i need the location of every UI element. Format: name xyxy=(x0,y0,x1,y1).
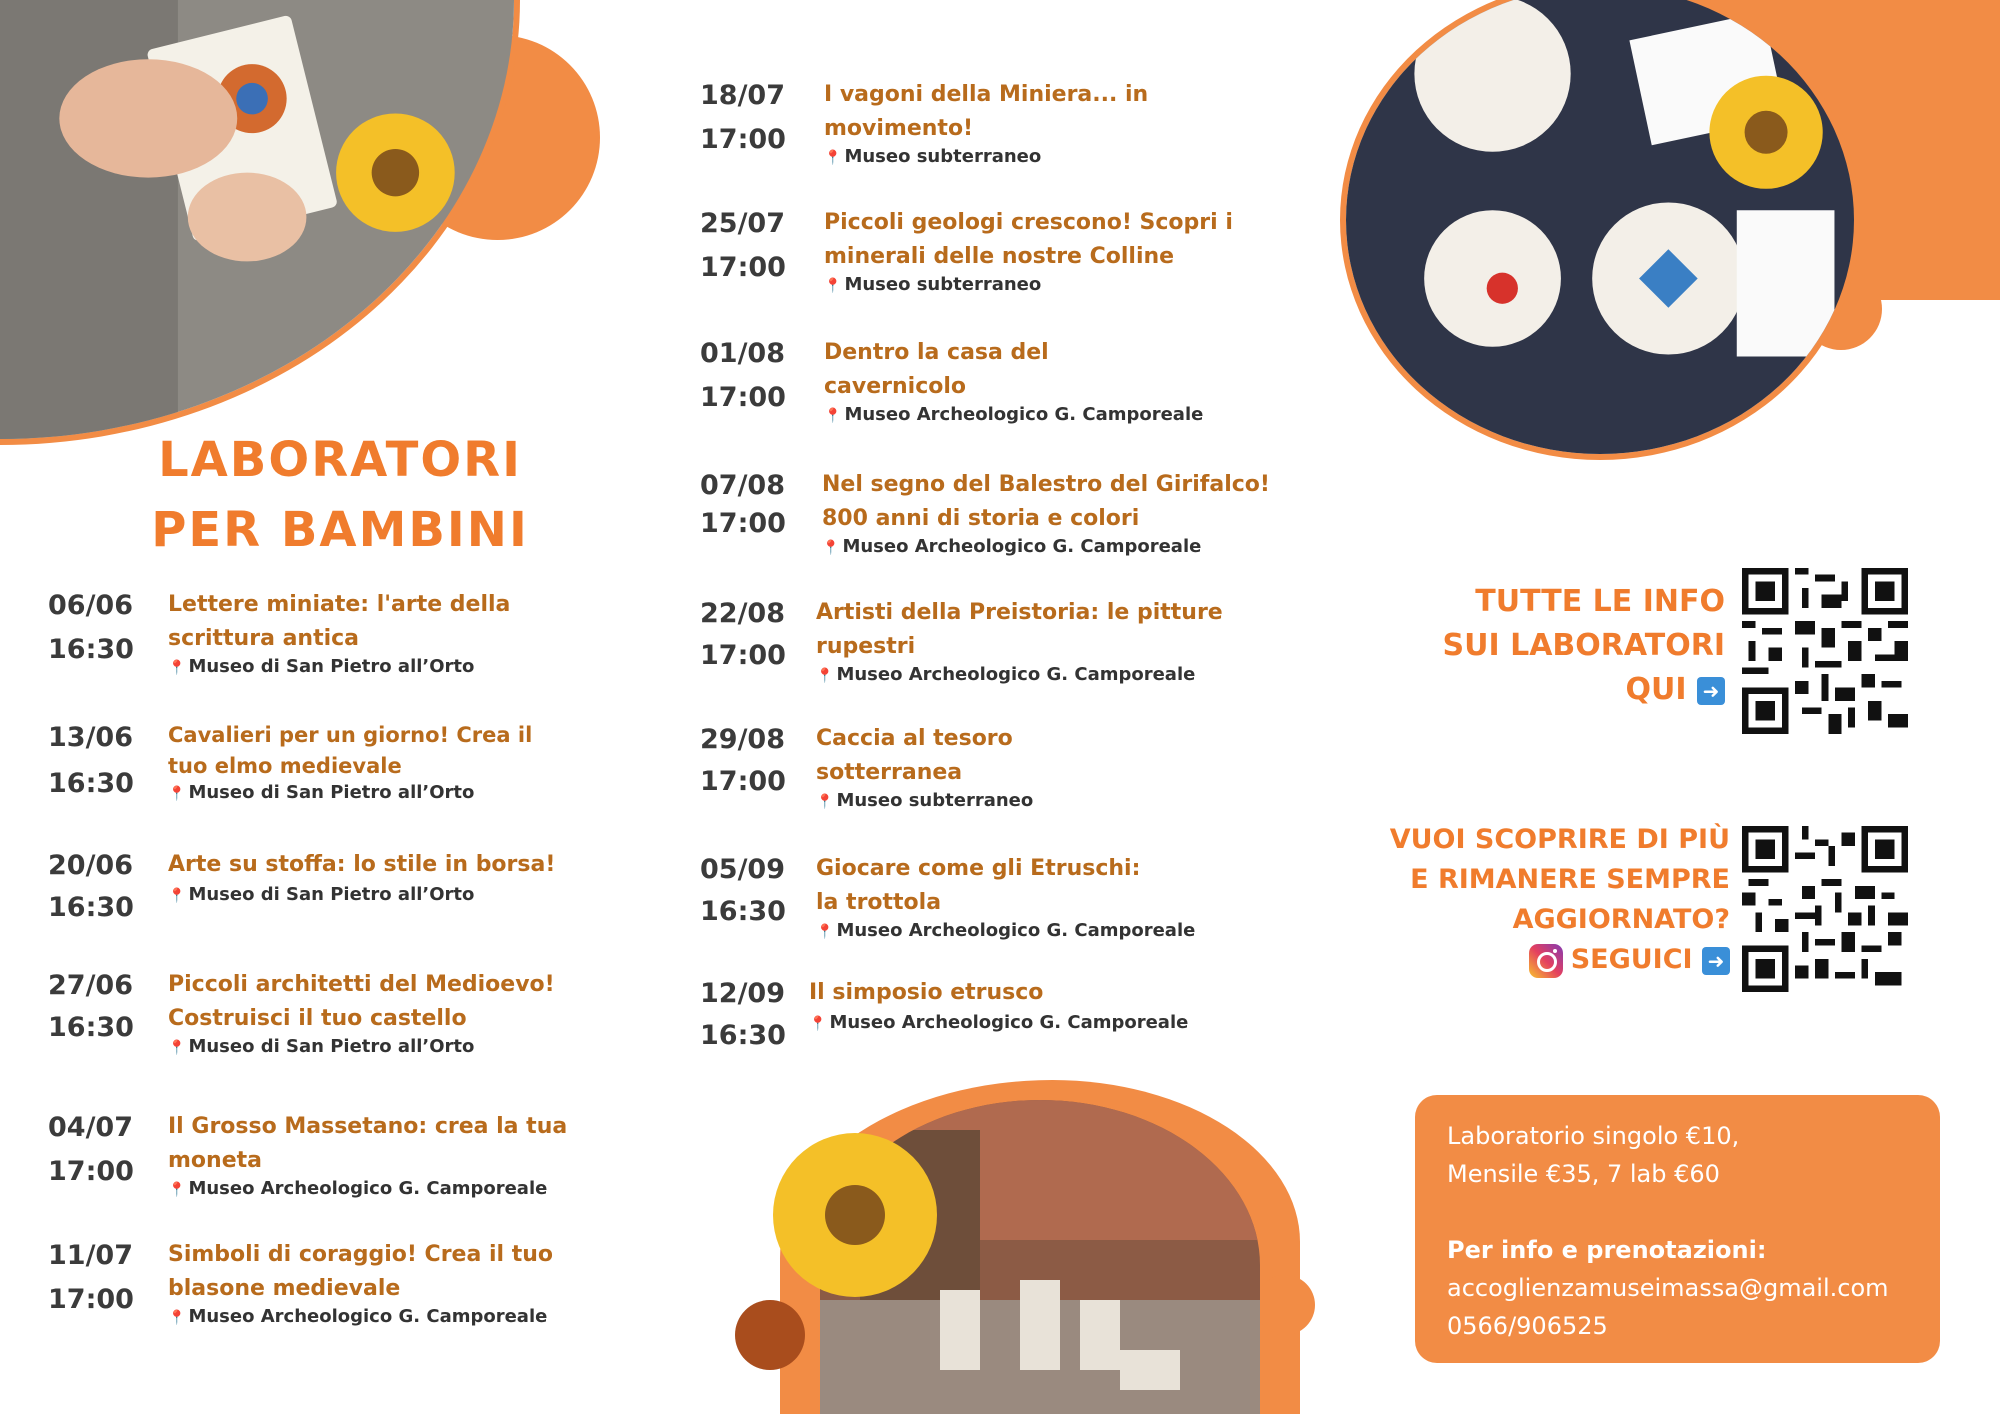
event-time: 17:00 xyxy=(700,252,786,283)
event-date: 29/08 xyxy=(700,724,786,755)
event-date: 25/07 xyxy=(700,208,786,239)
title-line-1: LABORATORI xyxy=(158,432,522,488)
event-date: 06/06 xyxy=(48,590,134,621)
event-title: I vagoni della Miniera... in movimento! xyxy=(824,82,1149,141)
event-date: 07/08 xyxy=(700,470,786,501)
event-time: 16:30 xyxy=(48,892,134,923)
event-title: Il Grosso Massetano: crea la tua moneta xyxy=(168,1114,568,1173)
event-item xyxy=(700,722,1280,822)
contact-phone[interactable]: 0566/906525 xyxy=(1447,1312,1608,1340)
event-date: 05/09 xyxy=(700,854,786,885)
pin-icon: 📍 xyxy=(824,408,842,424)
contact-label: Per info e prenotazioni: xyxy=(1447,1236,1767,1264)
price-line-2: Mensile €35, 7 lab €60 xyxy=(1447,1160,1720,1188)
event-title: Piccoli architetti del Medioevo! Costruisci il tuo castello xyxy=(168,972,555,1031)
event-item xyxy=(48,968,568,1068)
event-date: 18/07 xyxy=(700,80,786,111)
event-title: Cavalieri per un giorno! Crea il tuo elmo medievale xyxy=(168,723,533,778)
arrow-right-icon: ➜ xyxy=(1702,947,1730,975)
event-time: 16:30 xyxy=(700,1020,786,1051)
follow-qr-line-4: SEGUICI ➜ xyxy=(1360,940,1730,980)
event-item xyxy=(700,206,1280,306)
event-time: 17:00 xyxy=(48,1284,134,1315)
event-item xyxy=(700,852,1280,952)
event-time: 17:00 xyxy=(700,640,786,671)
event-location: 📍 Museo di San Pietro all’Orto xyxy=(168,782,475,803)
event-item xyxy=(700,468,1280,568)
pin-icon: 📍 xyxy=(168,1310,186,1326)
event-title: Simboli di coraggio! Crea il tuo blasone medievale xyxy=(168,1242,554,1301)
event-item xyxy=(48,848,568,928)
event-location: 📍 Museo di San Pietro all’Orto xyxy=(168,1036,475,1057)
pin-icon: 📍 xyxy=(824,278,842,294)
info-qr-text xyxy=(1380,580,1725,712)
decor-blob-bottom-right xyxy=(1255,1275,1315,1335)
instagram-icon[interactable] xyxy=(1529,944,1563,978)
event-location: 📍 Museo subterraneo xyxy=(824,146,1042,167)
price-line-1: Laboratorio singolo €10, xyxy=(1447,1122,1740,1150)
event-time: 17:00 xyxy=(700,508,786,539)
photo-children-miniature xyxy=(0,0,520,445)
event-item xyxy=(700,336,1280,436)
follow-qr-text xyxy=(1360,820,1730,980)
pin-icon: 📍 xyxy=(168,1040,186,1056)
pin-icon: 📍 xyxy=(822,540,840,556)
event-location: 📍 Museo Archeologico G. Camporeale xyxy=(816,920,1196,941)
event-location: 📍 Museo Archeologico G. Camporeale xyxy=(822,536,1202,557)
event-date: 22/08 xyxy=(700,598,786,629)
event-location: 📍 Museo Archeologico G. Camporeale xyxy=(816,664,1196,685)
event-location: 📍 Museo Archeologico G. Camporeale xyxy=(168,1306,548,1327)
qr-code-info[interactable] xyxy=(1742,568,1908,734)
follow-qr-line-3: AGGIORNATO? xyxy=(1512,904,1730,935)
pin-icon: 📍 xyxy=(816,924,834,940)
pin-icon: 📍 xyxy=(816,794,834,810)
follow-qr-line-1: VUOI SCOPRIRE DI PIÙ xyxy=(1389,824,1730,855)
decor-blob-bottom-dark xyxy=(735,1300,805,1370)
follow-qr-line-2: E RIMANERE SEMPRE xyxy=(1410,864,1730,895)
event-item xyxy=(700,976,1280,1066)
event-location: 📍 Museo Archeologico G. Camporeale xyxy=(824,404,1204,425)
event-title: Caccia al tesoro sotterranea xyxy=(816,726,1013,785)
pin-icon: 📍 xyxy=(168,786,186,802)
event-title: Nel segno del Balestro del Girifalco! 800 anni di storia e colori xyxy=(822,472,1270,531)
event-title: Artisti della Preistoria: le pitture rupestri xyxy=(816,600,1223,659)
pin-icon: 📍 xyxy=(168,660,186,676)
contact-email[interactable]: accoglienzamuseimassa@gmail.com xyxy=(1447,1274,1889,1302)
event-time: 16:30 xyxy=(48,634,134,665)
event-item xyxy=(700,78,1280,178)
event-location: 📍 Museo di San Pietro all’Orto xyxy=(168,884,475,905)
event-date: 01/08 xyxy=(700,338,786,369)
main-title xyxy=(120,425,560,565)
event-location: 📍 Museo subterraneo xyxy=(824,274,1042,295)
event-title: Lettere miniate: l'arte della scrittura antica xyxy=(168,592,511,651)
pin-icon: 📍 xyxy=(168,1182,186,1198)
event-location: 📍 Museo Archeologico G. Camporeale xyxy=(809,1012,1189,1033)
pin-icon: 📍 xyxy=(824,150,842,166)
event-time: 17:00 xyxy=(700,382,786,413)
event-location: 📍 Museo subterraneo xyxy=(816,790,1034,811)
event-time: 16:30 xyxy=(48,768,134,799)
sunflower-bottom xyxy=(770,1130,940,1300)
event-time: 17:00 xyxy=(48,1156,134,1187)
qr-code-instagram[interactable] xyxy=(1742,826,1908,992)
event-date: 12/09 xyxy=(700,978,786,1009)
event-location: 📍 Museo di San Pietro all’Orto xyxy=(168,656,475,677)
event-time: 17:00 xyxy=(700,766,786,797)
photo-painted-plates xyxy=(1340,0,1860,460)
price-info-box xyxy=(1415,1095,1940,1363)
event-time: 16:30 xyxy=(700,896,786,927)
event-title: Dentro la casa del cavernicolo xyxy=(824,340,1049,399)
info-qr-line-1: TUTTE LE INFO xyxy=(1475,584,1725,619)
info-qr-line-2: SUI LABORATORI xyxy=(1442,628,1725,663)
event-title: Piccoli geologi crescono! Scopri i minerali delle nostre Colline xyxy=(824,210,1233,269)
event-item xyxy=(48,1238,568,1338)
info-qr-line-3: QUI ➜ xyxy=(1380,668,1725,712)
event-title: Giocare come gli Etruschi: la trottola xyxy=(816,856,1141,915)
event-date: 04/07 xyxy=(48,1112,134,1143)
event-item xyxy=(700,596,1280,696)
event-title: Arte su stoffa: lo stile in borsa! xyxy=(168,852,556,877)
event-date: 13/06 xyxy=(48,722,134,753)
pin-icon: 📍 xyxy=(809,1016,827,1032)
event-time: 16:30 xyxy=(48,1012,134,1043)
pin-icon: 📍 xyxy=(168,888,186,904)
event-location: 📍 Museo Archeologico G. Camporeale xyxy=(168,1178,548,1199)
event-title: Il simposio etrusco xyxy=(809,980,1044,1005)
title-line-2: PER BAMBINI xyxy=(151,502,529,558)
event-item xyxy=(48,1110,568,1210)
event-date: 27/06 xyxy=(48,970,134,1001)
event-date: 20/06 xyxy=(48,850,134,881)
pin-icon: 📍 xyxy=(816,668,834,684)
event-time: 17:00 xyxy=(700,124,786,155)
arrow-right-icon: ➜ xyxy=(1697,677,1725,705)
event-item xyxy=(48,720,568,820)
event-item xyxy=(48,588,568,688)
event-date: 11/07 xyxy=(48,1240,134,1271)
